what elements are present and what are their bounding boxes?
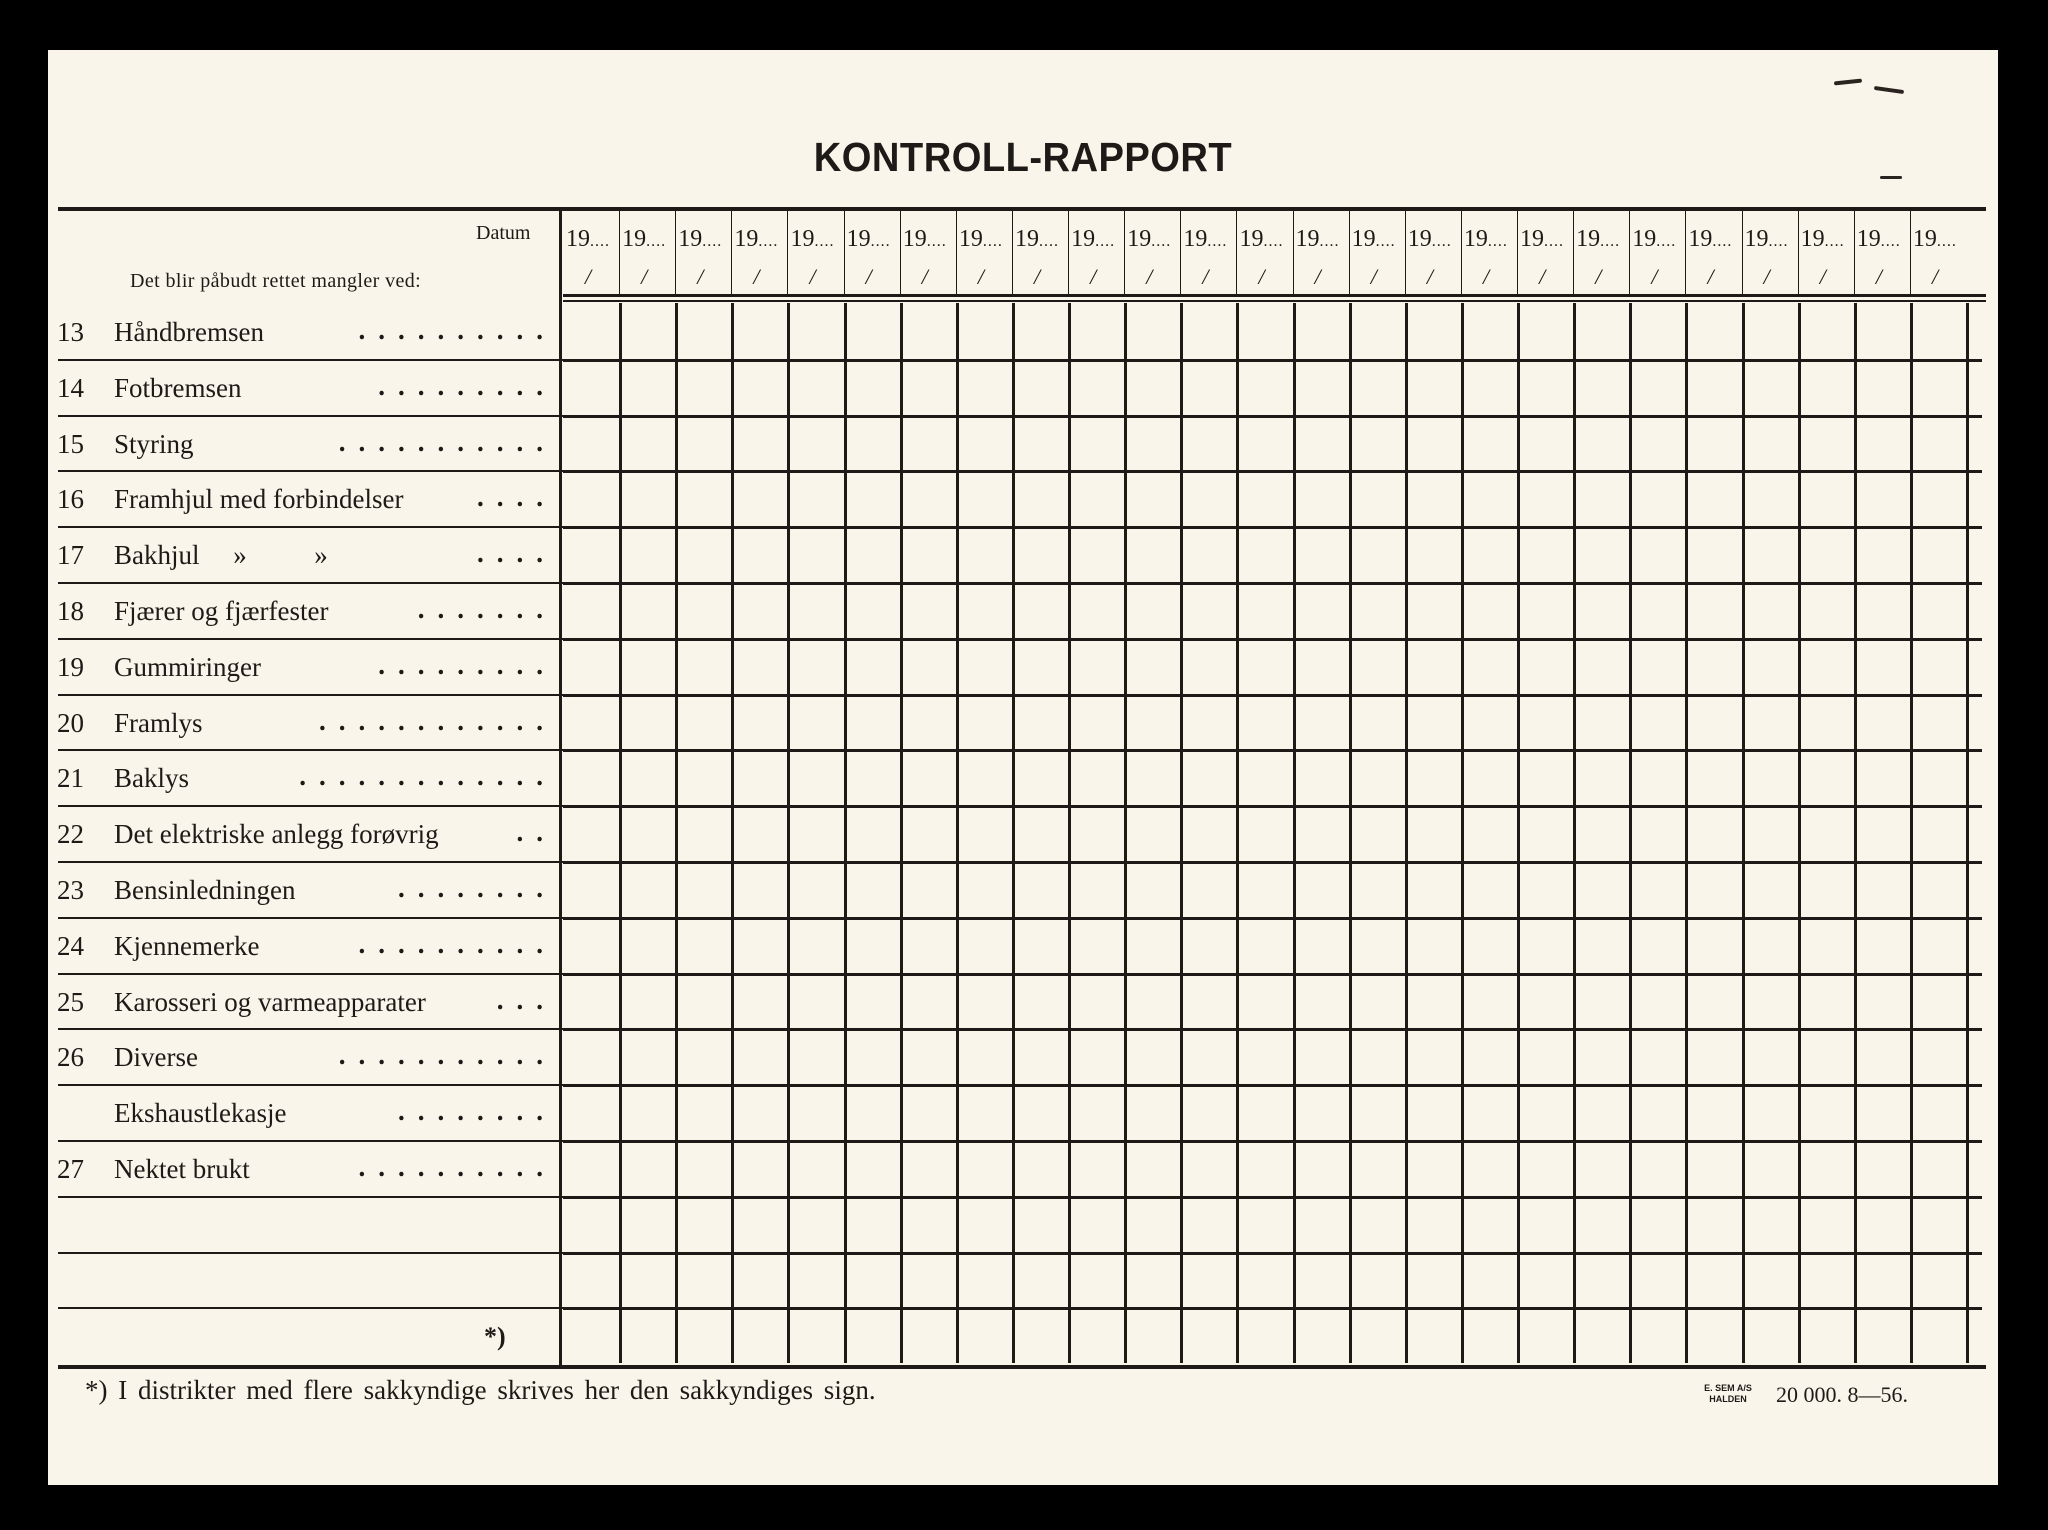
grid-column-rule: [1629, 303, 1632, 1363]
header-column-rule: [900, 210, 901, 296]
grid-row-rule: [563, 1252, 1982, 1255]
row-leader-dots: ...........: [338, 1040, 556, 1071]
grid-column-rule: [731, 303, 734, 1363]
row-rule: [58, 359, 563, 361]
row-rule: [58, 1140, 563, 1142]
header-column-rule: [1124, 210, 1125, 296]
grid-column-rule: [1854, 303, 1857, 1363]
year-header: [622, 226, 666, 253]
year-blank: ....: [870, 233, 891, 250]
row-rule: [58, 917, 563, 919]
row-number: 17: [57, 540, 84, 571]
header-column-rule: [1349, 210, 1350, 296]
pencil-mark: [1880, 176, 1902, 179]
top-rule: [58, 207, 1986, 211]
year-blank: ....: [1712, 233, 1733, 250]
year-header: [566, 226, 610, 253]
row-number: 27: [57, 1154, 84, 1184]
header-column-rule: [1910, 210, 1911, 296]
year-prefix: 19: [846, 226, 871, 252]
date-separator: /: [1314, 264, 1321, 289]
year-header: [734, 226, 778, 253]
grid-column-rule: [1798, 303, 1801, 1363]
row-number: 23: [57, 875, 84, 905]
grid-column-rule: [1012, 303, 1015, 1363]
date-separator: /: [1426, 264, 1433, 289]
grid-column-rule: [844, 303, 847, 1363]
header-column-rule: [1798, 210, 1799, 296]
year-prefix: 19: [622, 226, 647, 252]
datum-label: Datum: [476, 222, 531, 244]
year-header: [1632, 226, 1676, 253]
grid-row-rule: [563, 1028, 1982, 1031]
year-blank: ....: [1544, 233, 1565, 250]
row-number: 15: [57, 428, 84, 459]
date-separator: /: [921, 264, 928, 289]
row-number: 19: [57, 651, 84, 682]
grid-column-rule: [787, 303, 790, 1363]
date-separator: /: [1539, 264, 1546, 289]
year-prefix: 19: [1127, 226, 1152, 252]
header-rule: [563, 300, 1986, 302]
header-column-rule: [1461, 210, 1462, 296]
year-prefix: 19: [566, 226, 590, 252]
header-rule: [563, 294, 1986, 297]
row-leader-dots: ............: [319, 705, 556, 736]
grid-column-rule: [1293, 303, 1296, 1363]
year-blank: ....: [1038, 233, 1059, 250]
row-label: Kjennemerke: [114, 930, 260, 961]
signature-marker: *): [484, 1322, 506, 1351]
footnote: *) I distrikter med flere sakkyndige skrives her den sakkyndiges sign.: [85, 1375, 876, 1405]
printer-city: HALDEN: [1709, 1394, 1747, 1404]
year-blank: ....: [1319, 233, 1340, 250]
grid-row-rule: [563, 917, 1982, 920]
year-header: [1352, 226, 1396, 253]
year-header: [1015, 226, 1059, 253]
row-number: 20: [57, 707, 84, 738]
year-blank: ....: [702, 233, 723, 250]
year-prefix: 19: [1912, 226, 1937, 252]
printer-name: E. SEM A/S: [1704, 1383, 1752, 1393]
header-column-rule: [1180, 210, 1181, 296]
row-leader-dots: .......: [417, 594, 556, 624]
row-label: Bakhjul » »: [114, 540, 328, 571]
row-rule: [58, 749, 563, 751]
year-prefix: 19: [790, 226, 815, 252]
year-header: [1801, 226, 1845, 253]
year-prefix: 19: [902, 226, 927, 252]
row-rule: [58, 973, 563, 975]
grid-row-rule: [563, 805, 1982, 808]
year-header: [1071, 226, 1115, 253]
year-header: [1296, 226, 1340, 253]
row-rule: [58, 638, 563, 640]
grid-row-rule: [563, 1307, 1982, 1310]
grid-column-rule: [956, 303, 959, 1363]
row-leader-dots: ........: [398, 873, 556, 903]
grid-column-rule: [1573, 303, 1576, 1363]
grid-column-rule: [1966, 303, 1969, 1363]
row-rule: [58, 470, 563, 472]
row-label: Karosseri og varmeapparater: [114, 986, 426, 1017]
header-column-rule: [1068, 210, 1069, 296]
row-leader-dots: ..: [516, 817, 556, 848]
row-rule: [58, 805, 563, 807]
grid-column-rule: [1349, 303, 1352, 1363]
year-blank: ....: [1151, 233, 1172, 250]
year-blank: ....: [758, 233, 779, 250]
header-column-rule: [1629, 210, 1630, 296]
year-header: [1239, 226, 1283, 253]
year-prefix: 19: [1688, 226, 1713, 252]
row-label: Styring: [114, 428, 194, 459]
year-blank: ....: [1880, 233, 1901, 250]
date-separator: /: [1034, 264, 1041, 289]
date-separator: /: [865, 264, 872, 289]
date-separator: /: [753, 264, 760, 289]
row-number: 21: [57, 763, 84, 794]
row-label: Fotbremsen: [114, 372, 242, 403]
date-separator: /: [1595, 264, 1602, 289]
grid-row-rule: [563, 861, 1982, 864]
grid-row-rule: [563, 973, 1982, 976]
report-card: [48, 50, 1998, 1485]
grid-column-rule: [619, 303, 622, 1363]
grid-row-rule: [563, 694, 1982, 697]
pencil-mark: [1834, 79, 1862, 86]
row-leader-dots: .............: [299, 761, 556, 792]
row-rule: [58, 1196, 563, 1198]
year-prefix: 19: [1520, 226, 1545, 252]
row-label: Diverse: [114, 1042, 198, 1073]
grid-column-rule: [1180, 303, 1183, 1363]
row-label: Det elektriske anlegg forøvrig: [114, 819, 439, 850]
header-column-rule: [675, 210, 676, 296]
page-title: KONTROLL-RAPPORT: [813, 134, 1233, 180]
year-prefix: 19: [1407, 226, 1432, 252]
grid-column-rule: [1910, 303, 1913, 1363]
year-header: [1576, 226, 1620, 253]
row-leader-dots: ..........: [358, 928, 556, 959]
row-number: 18: [57, 596, 84, 626]
year-blank: ....: [1095, 233, 1116, 250]
date-separator: /: [585, 264, 592, 289]
year-header: [959, 226, 1003, 253]
year-blank: ....: [814, 233, 835, 250]
year-blank: ....: [1487, 233, 1508, 250]
grid-row-rule: [563, 1084, 1982, 1087]
grid-column-rule: [1068, 303, 1071, 1363]
row-number: 14: [57, 372, 84, 403]
row-leader-dots: ..........: [358, 1152, 556, 1182]
row-leader-dots: ....: [477, 482, 556, 513]
date-separator: /: [1707, 264, 1714, 289]
pencil-mark: [1874, 86, 1904, 94]
year-blank: ....: [1207, 233, 1228, 250]
row-number: 25: [57, 986, 84, 1017]
grid-row-rule: [563, 1140, 1982, 1143]
date-separator: /: [1482, 264, 1490, 289]
date-separator: /: [1875, 264, 1882, 289]
year-blank: ....: [1600, 233, 1621, 250]
row-label: Baklys: [114, 763, 190, 794]
grid-column-rule: [1405, 303, 1408, 1363]
year-prefix: 19: [1295, 226, 1320, 252]
row-label: Håndbremsen: [114, 317, 264, 347]
row-leader-dots: ....: [477, 538, 556, 569]
row-rule: [58, 1252, 563, 1254]
row-label: Nektet brukt: [114, 1154, 250, 1184]
year-prefix: 19: [1183, 226, 1208, 252]
year-blank: ....: [1375, 233, 1396, 250]
grid-column-rule: [1517, 303, 1520, 1363]
date-separator: /: [1819, 264, 1826, 289]
grid-row-rule: [563, 415, 1982, 418]
year-header: [847, 226, 891, 253]
year-header: [1464, 226, 1508, 253]
header-column-rule: [787, 210, 788, 296]
label-divider: [559, 210, 562, 1365]
date-separator: /: [977, 264, 985, 289]
grid-row-rule: [563, 749, 1982, 752]
row-rule: [58, 582, 563, 584]
year-blank: ....: [590, 233, 610, 250]
year-prefix: 19: [1463, 226, 1488, 252]
printer-mark: [1704, 1383, 1752, 1405]
row-label: Bensinledningen: [114, 875, 296, 905]
grid-column-rule: [1124, 303, 1127, 1363]
year-header: [1745, 226, 1789, 253]
row-label: Gummiringer: [114, 651, 261, 682]
row-leader-dots: ........: [398, 1096, 556, 1127]
year-blank: ....: [1431, 233, 1452, 250]
year-prefix: 19: [1576, 226, 1601, 252]
row-label: Ekshaustlekasje: [114, 1098, 287, 1129]
date-separator: /: [1651, 264, 1658, 289]
row-number: 22: [57, 819, 84, 850]
header-column-rule: [619, 210, 620, 296]
year-header: [903, 226, 947, 253]
header-column-rule: [1854, 210, 1855, 296]
row-rule: [58, 861, 563, 863]
row-label: Framlys: [114, 707, 203, 738]
row-rule: [58, 1028, 563, 1030]
grid-column-rule: [1685, 303, 1688, 1363]
header-column-rule: [1012, 210, 1013, 296]
row-rule: [58, 1084, 563, 1086]
row-leader-dots: ...: [496, 984, 556, 1015]
year-prefix: 19: [678, 226, 703, 252]
year-header: [1408, 226, 1452, 253]
header-column-rule: [1405, 210, 1406, 296]
year-prefix: 19: [1071, 226, 1096, 252]
date-separator: /: [1931, 264, 1939, 289]
year-prefix: 19: [1632, 226, 1657, 252]
row-leader-dots: .........: [378, 649, 556, 680]
year-blank: ....: [982, 233, 1003, 250]
year-header: [1913, 226, 1957, 253]
year-blank: ....: [1768, 233, 1789, 250]
grid-row-rule: [563, 1196, 1982, 1199]
date-separator: /: [1763, 264, 1770, 289]
instruction-label: Det blir påbudt rettet mangler ved:: [130, 270, 422, 292]
row-label: Framhjul med forbindelser: [114, 484, 404, 515]
year-prefix: 19: [1014, 226, 1039, 252]
date-separator: /: [1258, 264, 1265, 289]
year-header: [1857, 226, 1901, 253]
row-leader-dots: ...........: [338, 426, 556, 457]
row-rule: [58, 1307, 563, 1309]
grid-column-rule: [900, 303, 903, 1363]
date-separator: /: [809, 264, 816, 289]
date-separator: /: [1146, 264, 1153, 289]
row-label: Fjærer og fjærfester: [114, 596, 329, 626]
year-header: [678, 226, 722, 253]
year-blank: ....: [646, 233, 667, 250]
header-column-rule: [731, 210, 732, 296]
row-number: 24: [57, 930, 84, 961]
header-column-rule: [956, 210, 957, 296]
row-rule: [58, 415, 563, 417]
header-column-rule: [1742, 210, 1743, 296]
year-prefix: 19: [1856, 226, 1881, 252]
header-column-rule: [1517, 210, 1518, 296]
year-prefix: 19: [1744, 226, 1769, 252]
year-header: [1688, 226, 1732, 253]
year-blank: ....: [1263, 233, 1284, 250]
print-run: 20 000. 8—56.: [1776, 1382, 1908, 1407]
year-prefix: 19: [1351, 226, 1376, 252]
grid-column-rule: [1236, 303, 1239, 1363]
grid-row-rule: [563, 582, 1982, 585]
year-blank: ....: [926, 233, 947, 250]
year-header: [790, 226, 834, 253]
year-prefix: 19: [1239, 226, 1264, 252]
date-separator: /: [1090, 264, 1097, 289]
date-separator: /: [697, 264, 704, 289]
grid-row-rule: [563, 638, 1982, 641]
row-leader-dots: ..........: [358, 315, 556, 345]
header-column-rule: [1573, 210, 1574, 296]
year-blank: ....: [1936, 233, 1957, 250]
year-header: [1520, 226, 1564, 253]
row-rule: [58, 694, 563, 696]
grid-row-rule: [563, 526, 1982, 529]
grid-column-rule: [1742, 303, 1745, 1363]
year-prefix: 19: [958, 226, 983, 252]
date-separator: /: [641, 264, 648, 289]
bottom-rule: [58, 1365, 1986, 1369]
grid-column-rule: [675, 303, 678, 1363]
date-separator: /: [1370, 264, 1377, 289]
row-rule: [58, 526, 563, 528]
year-prefix: 19: [1800, 226, 1825, 252]
row-number: 13: [57, 317, 84, 347]
row-number: 16: [57, 484, 84, 515]
year-header: [1127, 226, 1171, 253]
row-leader-dots: .........: [378, 370, 556, 401]
year-blank: ....: [1656, 233, 1677, 250]
header-column-rule: [844, 210, 845, 296]
header-column-rule: [1236, 210, 1237, 296]
grid-column-rule: [1461, 303, 1464, 1363]
header-column-rule: [1293, 210, 1294, 296]
year-blank: ....: [1824, 233, 1845, 250]
grid-row-rule: [563, 470, 1982, 473]
year-prefix: 19: [734, 226, 759, 252]
date-separator: /: [1202, 264, 1209, 289]
header-column-rule: [1685, 210, 1686, 296]
year-header: [1183, 226, 1227, 253]
grid-row-rule: [563, 359, 1982, 362]
row-number: 26: [57, 1042, 84, 1073]
